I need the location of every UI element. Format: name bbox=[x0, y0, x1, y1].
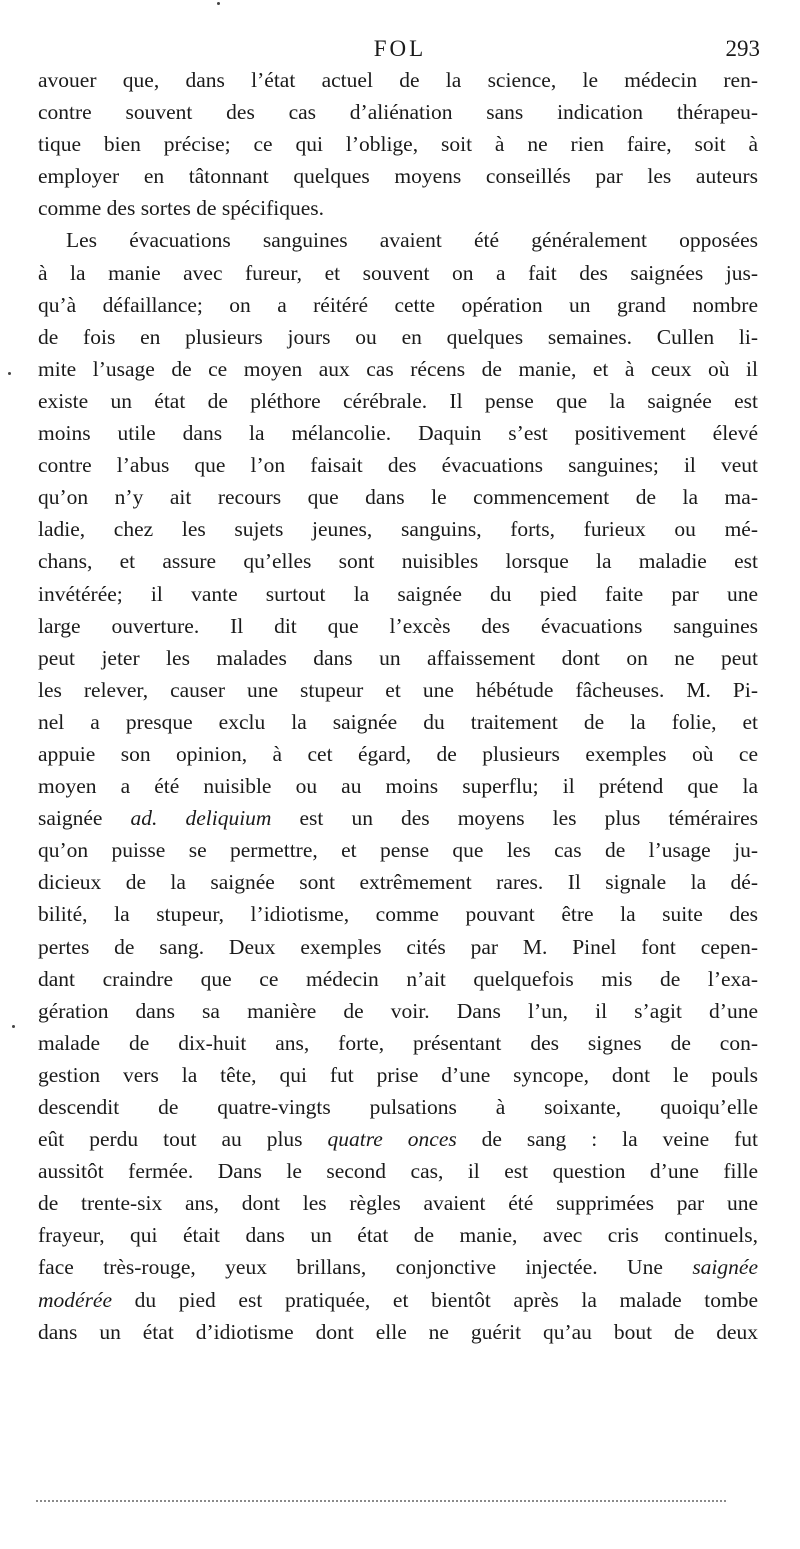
text-line: aussitôt fermée. Dans le second cas, il est question d’une fille bbox=[38, 1159, 758, 1184]
text-line: appuie son opinion, à cet égard, de plusieurs exemples où ce bbox=[38, 741, 758, 766]
italic-text: modérée bbox=[38, 1287, 113, 1312]
text-line: avouer que, dans l’état actuel de la science, le médecin ren- bbox=[38, 68, 758, 92]
text-line: dant craindre que ce médecin n’ait quelquefois mis de l’exa- bbox=[38, 966, 758, 991]
text-line: ladie, chez les sujets jeunes, sanguins, forts, furieux ou mé- bbox=[38, 517, 758, 542]
text-line: à la manie avec fureur, et souvent on a fait des saignées jus- bbox=[38, 260, 758, 285]
text-line: face très-rouge, yeux brillans, conjonctive injectée. Une saignée bbox=[38, 1255, 758, 1280]
text-line: bilité, la stupeur, l’idiotisme, comme pouvant être la suite des bbox=[38, 902, 758, 927]
text-line: contre l’abus que l’on faisait des évacuations sanguines; il veut bbox=[38, 453, 758, 478]
text-line: de trente-six ans, dont les règles avaient été supprimées par une bbox=[38, 1191, 758, 1216]
print-speck bbox=[217, 2, 220, 5]
text-line: employer en tâtonnant quelques moyens conseillés par les auteurs bbox=[38, 164, 758, 189]
text-line: contre souvent des cas d’aliénation sans indication thérapeu- bbox=[38, 100, 758, 125]
print-speck bbox=[12, 1025, 15, 1028]
text-line: nel a presque exclu la saignée du traitement de la folie, et bbox=[38, 709, 758, 734]
text-line: qu’on n’y ait recours que dans le commencement de la ma- bbox=[38, 485, 758, 510]
text-line: moyen a été nuisible ou au moins superflu; il prétend que la bbox=[38, 774, 758, 799]
text-line: descendit de quatre-vingts pulsations à soixante, quoiqu’elle bbox=[38, 1095, 758, 1119]
text-line: tique bien précise; ce qui l’oblige, soit à ne rien faire, soit à bbox=[38, 132, 758, 157]
text-line: large ouverture. Il dit que l’excès des évacuations sanguines bbox=[38, 613, 758, 638]
text-line: malade de dix-huit ans, forte, présentant des signes de con- bbox=[38, 1030, 758, 1055]
text-line: mite l’usage de ce moyen aux cas récens de manie, et à ceux où il bbox=[38, 356, 758, 381]
text-line: gestion vers la tête, qui fut prise d’une syncope, dont le pouls bbox=[38, 1062, 758, 1087]
text-line: qu’à défaillance; on a réitéré cette opération un grand nombre bbox=[38, 292, 758, 317]
text-line: dans un état d’idiotisme dont elle ne guérit qu’au bout de deux bbox=[38, 1319, 758, 1344]
italic-text: ad. deliquium bbox=[130, 806, 272, 831]
text-line: Les évacuations sanguines avaient été généralement opposées bbox=[66, 228, 758, 253]
text-line: de fois en plusieurs jours ou en quelques semaines. Cullen li- bbox=[38, 324, 758, 349]
footer-dotted-rule bbox=[36, 1500, 726, 1502]
page-header bbox=[40, 36, 760, 66]
text-line: les relever, causer une stupeur et une hébétude fâcheuses. M. Pi- bbox=[38, 677, 758, 702]
text-line: saignée ad. deliquium est un des moyens les plus téméraires bbox=[38, 806, 758, 831]
text-line: frayeur, qui était dans un état de manie, avec cris continuels, bbox=[38, 1223, 758, 1248]
text-line: eût perdu tout au plus quatre onces de sang : la veine fut bbox=[38, 1127, 758, 1152]
text-line: comme des sortes de spécifiques. bbox=[38, 196, 324, 221]
text-line: qu’on puisse se permettre, et pense que les cas de l’usage ju- bbox=[38, 838, 758, 863]
text-line: peut jeter les malades dans un affaissement dont on ne peut bbox=[38, 645, 758, 670]
text-line: chans, et assure qu’elles sont nuisibles lorsque la maladie est bbox=[38, 549, 758, 574]
body-text bbox=[38, 64, 758, 1348]
italic-text: quatre onces bbox=[327, 1127, 457, 1152]
page-number: 293 bbox=[725, 36, 760, 61]
text-line: moins utile dans la mélancolie. Daquin s’est positivement élevé bbox=[38, 421, 758, 446]
running-head: FOL bbox=[373, 36, 427, 61]
text-line: pertes de sang. Deux exemples cités par M. Pinel font cepen- bbox=[38, 934, 758, 959]
text-line: modérée du pied est pratiquée, et bientôt après la malade tombe bbox=[38, 1287, 758, 1312]
print-speck bbox=[8, 372, 11, 375]
text-line: gération dans sa manière de voir. Dans l’un, il s’agit d’une bbox=[38, 998, 758, 1023]
text-line: dicieux de la saignée sont extrêmement rares. Il signale la dé- bbox=[38, 870, 758, 895]
text-line: invétérée; il vante surtout la saignée du pied faite par une bbox=[38, 581, 758, 606]
text-line: existe un état de pléthore cérébrale. Il pense que la saignée est bbox=[38, 388, 758, 413]
italic-text: saignée bbox=[692, 1255, 758, 1280]
